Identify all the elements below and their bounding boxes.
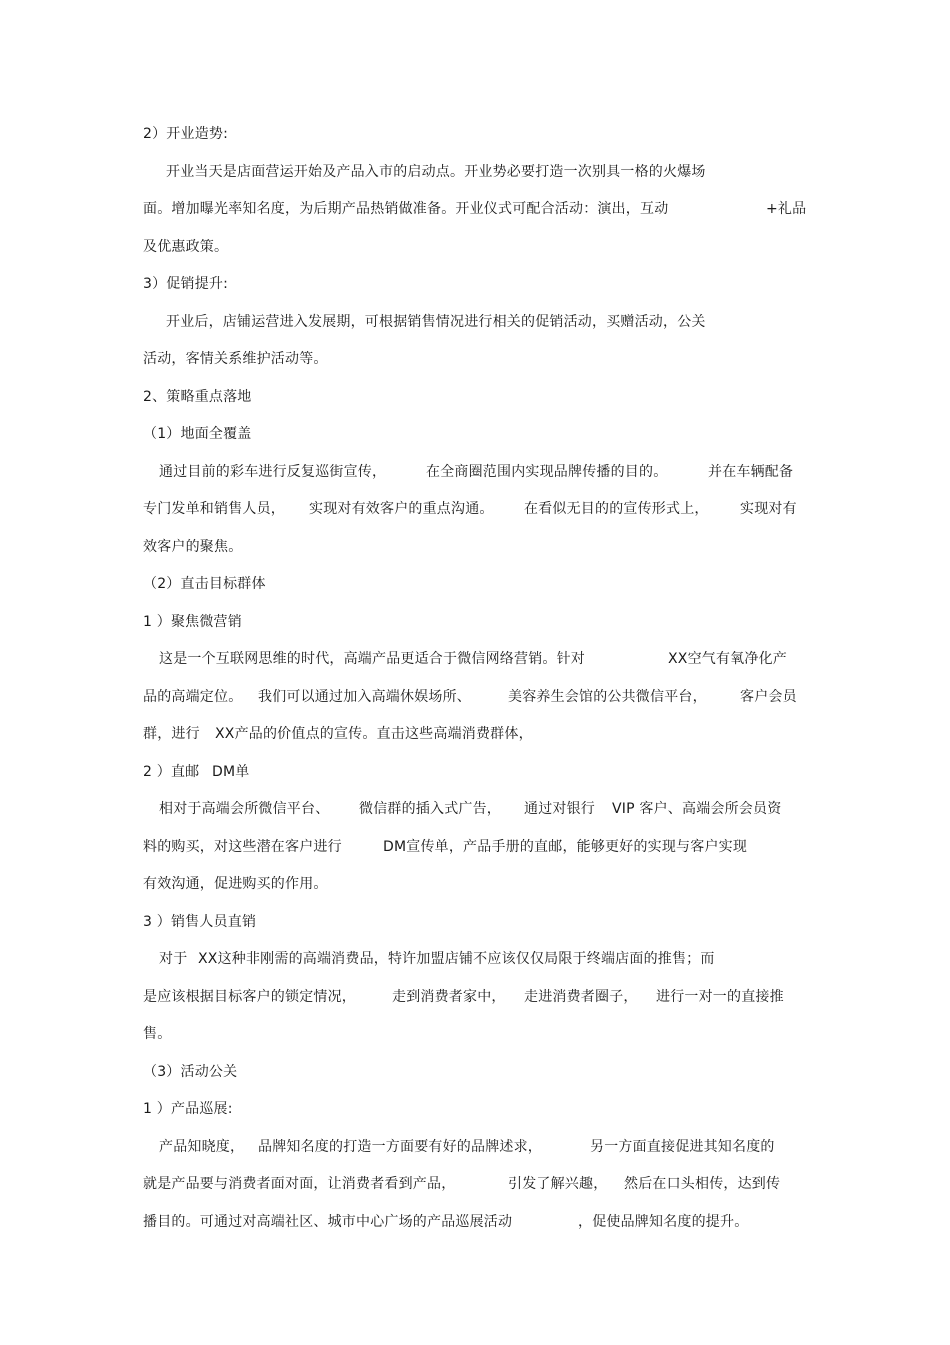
paragraph-fragment: 然后在口头相传，达到传 <box>624 1176 781 1192</box>
paragraph-fragment: 对于 <box>159 951 188 967</box>
paragraph-fragment: 在看似无目的的宣传形式上， <box>524 501 709 517</box>
paragraph-fragment: 走进消费者圈子， <box>524 989 638 1005</box>
paragraph-fragment: 在全商圈范围内实现品牌传播的目的。 <box>426 464 668 480</box>
paragraph-line: 及优惠政策。 <box>143 239 229 255</box>
paragraph-line: 开业后，店铺运营进入发展期，可根据销售情况进行相关的促销活动，买赠活动，公关 <box>166 314 706 330</box>
paragraph-fragment: 引发了解兴趣， <box>508 1176 608 1192</box>
paragraph-fragment: 进行一对一的直接推 <box>656 989 784 1005</box>
paragraph-line: 售。 <box>143 1026 172 1042</box>
paragraph-fragment: 客户会员 <box>740 689 797 705</box>
paragraph-fragment: 是应该根据目标客户的锁定情况， <box>143 989 356 1005</box>
paragraph-fragment: XX空气有氧净化产 <box>668 651 787 667</box>
paragraph-line: 有效沟通，促进购买的作用。 <box>143 876 328 892</box>
paragraph-line: 活动，客情关系维护活动等。 <box>143 351 328 367</box>
paragraph-fragment: 微信群的插入式广告， <box>359 801 501 817</box>
paragraph-fragment: 专门发单和销售人员， <box>143 501 285 517</box>
paragraph-fragment: ，促使品牌知名度的提升。 <box>578 1214 749 1230</box>
heading-ground-coverage: （1）地面全覆盖 <box>143 426 252 442</box>
heading-direct-sales: 3 ）销售人员直销 <box>143 914 257 930</box>
paragraph-fragment: 品的高端定位。 <box>143 689 243 705</box>
paragraph-fragment: 美容养生会馆的公共微信平台， <box>508 689 707 705</box>
paragraph-fragment: 相对于高端会所微信平台、 <box>159 801 330 817</box>
paragraph-line: 效客户的聚焦。 <box>143 539 243 555</box>
paragraph-fragment: 就是产品要与消费者面对面，让消费者看到产品， <box>143 1176 456 1192</box>
heading-direct-mail: 2 ）直邮 <box>143 764 200 780</box>
paragraph-fragment: +礼品 <box>766 201 807 217</box>
heading-event-pr: （3）活动公关 <box>143 1064 238 1080</box>
paragraph-fragment: 品牌知名度的打造一方面要有好的品牌述求， <box>258 1139 542 1155</box>
heading-target-groups: （2）直击目标群体 <box>143 576 266 592</box>
paragraph-fragment: 走到消费者家中， <box>392 989 506 1005</box>
heading-promotion: 3）促销提升: <box>143 276 229 292</box>
paragraph-fragment: 群，进行 <box>143 726 200 742</box>
paragraph-fragment: 通过目前的彩车进行反复巡街宣传， <box>159 464 387 480</box>
heading-product-tour: 1 ）产品巡展: <box>143 1101 233 1117</box>
paragraph-fragment: DM宣传单，产品手册的直邮，能够更好的实现与客户实现 <box>383 839 748 855</box>
heading-micro-marketing: 1 ）聚焦微营销 <box>143 614 242 630</box>
paragraph-fragment: XX这种非刚需的高端消费品，特许加盟店铺不应该仅仅局限于终端店面的推售；而 <box>198 951 715 967</box>
paragraph-fragment: VIP 客户、高端会所会员资 <box>612 801 782 817</box>
paragraph-line: 面。增加曝光率知名度，为后期产品热销做准备。开业仪式可配合活动：演出，互动 <box>143 201 669 217</box>
paragraph-fragment: 料的购买，对这些潜在客户进行 <box>143 839 342 855</box>
paragraph-fragment: 产品知晓度， <box>159 1139 245 1155</box>
paragraph-fragment: 这是一个互联网思维的时代，高端产品更适合于微信网络营销。针对 <box>159 651 585 667</box>
paragraph-fragment: 实现对有效客户的重点沟通。 <box>309 501 494 517</box>
paragraph-fragment: 我们可以通过加入高端休娱场所、 <box>258 689 471 705</box>
paragraph-fragment: 播目的。可通过对高端社区、城市中心广场的产品巡展活动 <box>143 1214 513 1230</box>
paragraph-fragment: 并在车辆配备 <box>708 464 794 480</box>
paragraph-fragment: 通过对银行 <box>524 801 595 817</box>
paragraph-fragment: XX产品的价值点的宣传。直击这些高端消费群体， <box>215 726 533 742</box>
paragraph-fragment: 实现对有 <box>740 501 797 517</box>
heading-strategy-landing: 2、策略重点落地 <box>143 389 252 405</box>
paragraph-fragment: 另一方面直接促进其知名度的 <box>590 1139 775 1155</box>
paragraph-line: 开业当天是店面营运开始及产品入市的启动点。开业势必要打造一次别具一格的火爆场 <box>166 164 706 180</box>
heading-opening-momentum: 2）开业造势: <box>143 126 229 142</box>
heading-direct-mail-dm: DM单 <box>212 764 250 780</box>
